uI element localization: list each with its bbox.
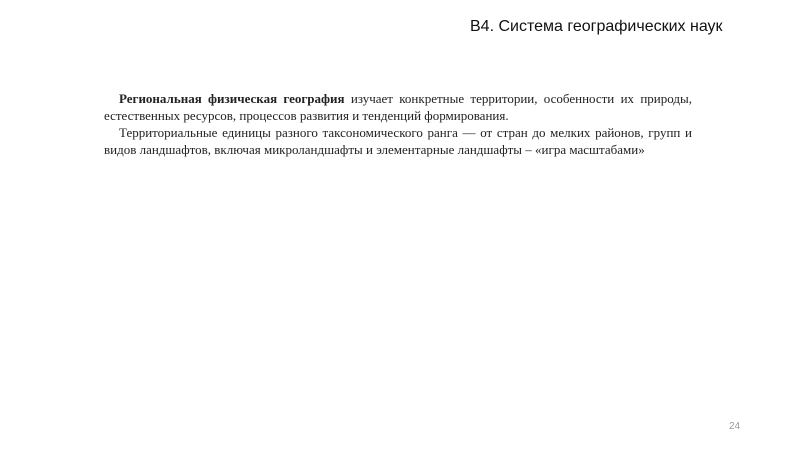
slide-title: В4. Система географических наук (470, 18, 723, 35)
slide-body (104, 90, 692, 158)
paragraph-1-text: изучает конкретные территории, особенности их природы, естественных ресурсов, процессов развития и тенденций формирования. (104, 91, 692, 123)
paragraph-regional-geography (104, 90, 692, 124)
term-regional-physical-geography: Региональная физическая география (119, 91, 345, 106)
page-number: 24 (729, 421, 741, 432)
paragraph-territorial-units: Территориальные единицы разного таксономического ранга — от стран до мелких районов, групп и видов ландшафтов, включая микроландшафты и элементарные ландшафты – «игра масштабами» (104, 125, 692, 157)
